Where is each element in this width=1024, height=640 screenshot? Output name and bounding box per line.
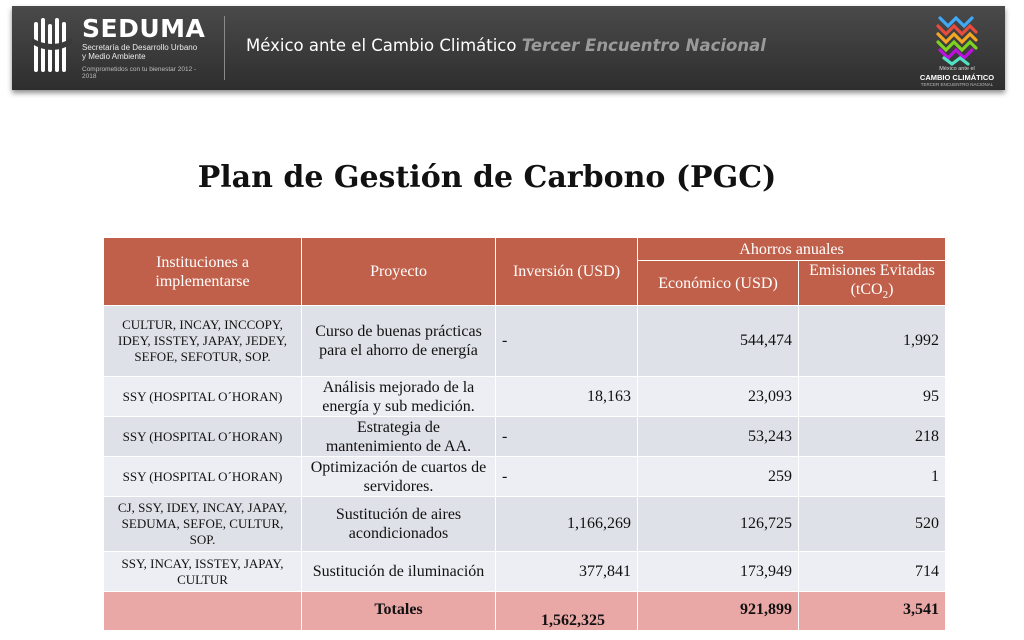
cambio-climatico-logo <box>914 10 1000 88</box>
cell-project: Análisis mejorado de la energía y sub medición. <box>302 377 496 417</box>
cell-project: Optimización de cuartos de servidores. <box>302 457 496 497</box>
cell-project: Curso de buenas prácticas para el ahorro de energía <box>302 306 496 377</box>
header-divider <box>224 16 225 80</box>
cell-investment: 377,841 <box>496 552 638 592</box>
cell-economic: 544,474 <box>638 306 799 377</box>
totals-investment: 1,562,325 <box>496 592 638 631</box>
totals-label: Totales <box>302 592 496 631</box>
org-tagline: Comprometidos con tu bienestar 2012 - 2018 <box>82 66 197 80</box>
event-title-main: México ante el Cambio Climático <box>246 36 517 55</box>
header-economic: Económico (USD) <box>638 261 799 306</box>
header-emissions-text: Emisiones Evitadas (tCO <box>809 262 935 298</box>
cell-institutions: SSY (HOSPITAL O´HORAN) <box>104 417 302 457</box>
seduma-emblem-icon <box>30 16 74 76</box>
table-row <box>104 457 946 497</box>
cell-project: Sustitución de iluminación <box>302 552 496 592</box>
page-title: Plan de Gestión de Carbono (PGC) <box>197 160 777 195</box>
cell-emissions: 218 <box>799 417 946 457</box>
cell-economic: 23,093 <box>638 377 799 417</box>
header-emissions-subscript: 2 <box>882 289 889 302</box>
cell-institutions: SSY (HOSPITAL O´HORAN) <box>104 377 302 417</box>
header-banner <box>12 6 1005 90</box>
cell-economic: 53,243 <box>638 417 799 457</box>
cell-economic: 126,725 <box>638 497 799 552</box>
cell-economic: 259 <box>638 457 799 497</box>
table-row <box>104 306 946 377</box>
totals-emissions: 3,541 <box>799 592 946 631</box>
cell-emissions: 520 <box>799 497 946 552</box>
org-subtitle: Secretaría de Desarrollo Urbano y Medio Ambiente <box>82 43 198 61</box>
header-emissions-close: ) <box>888 281 894 298</box>
event-title <box>246 36 766 55</box>
cell-institutions: CULTUR, INCAY, INCCOPY, IDEY, ISSTEY, JAPAY, JEDEY, SEFOE, SEFOTUR, SOP. <box>104 306 302 377</box>
cell-emissions: 714 <box>799 552 946 592</box>
table-row <box>104 377 946 417</box>
cell-institutions: CJ, SSY, IDEY, INCAY, JAPAY, SEDUMA, SEFOE, CULTUR, SOP. <box>104 497 302 552</box>
table-row <box>104 417 946 457</box>
header-emissions <box>799 261 946 306</box>
header-institutions: Instituciones a implementarse <box>104 238 302 306</box>
cell-project: Sustitución de aires acondicionados <box>302 497 496 552</box>
cc-logo-tiny-text: TERCER ENCUENTRO NACIONAL <box>920 82 994 87</box>
cell-emissions: 1 <box>799 457 946 497</box>
org-name: SEDUMA <box>82 14 206 43</box>
totals-row <box>104 592 946 631</box>
cell-economic: 173,949 <box>638 552 799 592</box>
cell-project: Estrategia de mantenimiento de AA. <box>302 417 496 457</box>
cc-logo-big-text: CAMBIO CLIMÁTICO <box>919 73 995 82</box>
cambio-climatico-emblem-icon <box>914 10 1000 66</box>
cell-investment: 18,163 <box>496 377 638 417</box>
header-project: Proyecto <box>302 238 496 306</box>
cell-emissions: 95 <box>799 377 946 417</box>
cell-emissions: 1,992 <box>799 306 946 377</box>
seduma-logo <box>30 14 206 82</box>
cell-investment: - <box>496 306 638 377</box>
carbon-plan-table <box>103 237 946 631</box>
cell-investment: - <box>496 457 638 497</box>
header-investment: Inversión (USD) <box>496 238 638 306</box>
totals-blank <box>104 592 302 631</box>
event-subtitle: Tercer Encuentro Nacional <box>521 36 766 55</box>
cell-institutions: SSY (HOSPITAL O´HORAN) <box>104 457 302 497</box>
table-row <box>104 497 946 552</box>
cell-institutions: SSY, INCAY, ISSTEY, JAPAY, CULTUR <box>104 552 302 592</box>
table-row <box>104 552 946 592</box>
totals-economic: 921,899 <box>638 592 799 631</box>
cc-logo-small-text: México ante el <box>939 66 975 72</box>
header-annual-savings: Ahorros anuales <box>638 238 946 261</box>
cell-investment: 1,166,269 <box>496 497 638 552</box>
cell-investment: - <box>496 417 638 457</box>
